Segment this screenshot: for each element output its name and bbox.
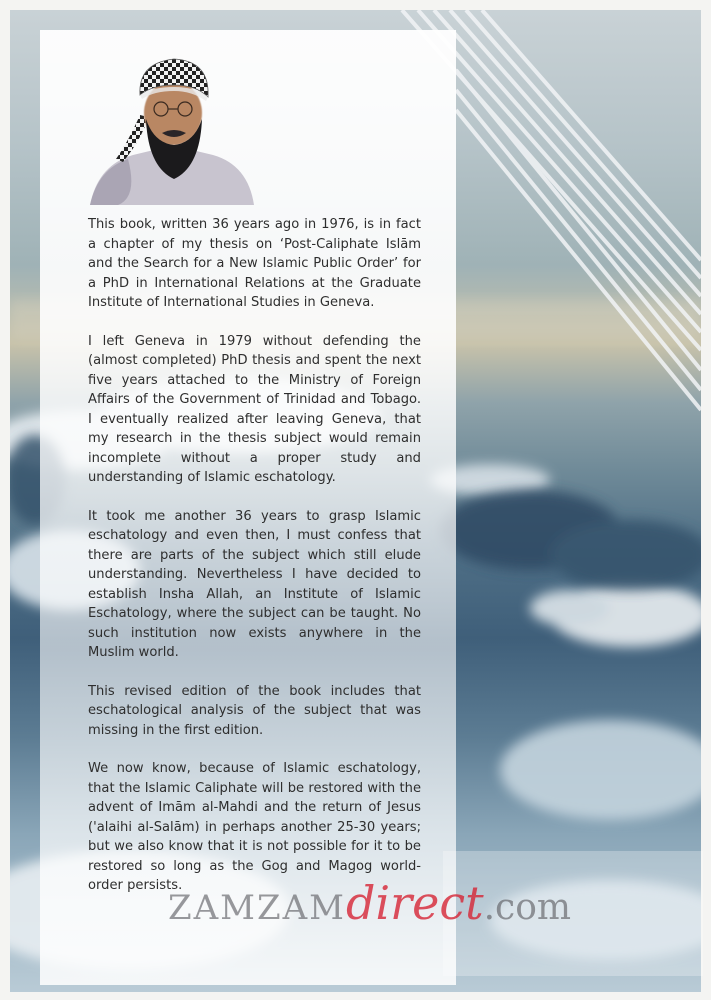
watermark-zamzam: ZAMZAM — [168, 888, 346, 928]
watermark-direct: direct — [345, 876, 484, 930]
body-text — [88, 215, 421, 915]
author-photo — [88, 47, 256, 205]
paragraph-4: This revised edition of the book includes that eschatological analysis of the subject that was missing in the first edition. — [88, 683, 421, 738]
watermark-dotcom: .com — [483, 887, 572, 928]
paragraph-3: It took me another 36 years to grasp Islamic eschatology and even then, I must confess that there are parts of the subject which still elude understanding. Nevertheless I have decided to establish Insha Allah, an Institute of Islamic Eschatology, where the subject can be taught. No such institution now exists anywhere in the Muslim world. — [88, 508, 421, 660]
paragraph-2: I left Geneva in 1979 without defending the (almost completed) PhD thesis and spent the next five years attached to the Ministry of Foreign Affairs of the Government of Trinidad and Tobago. I eventually realized after leaving Geneva, that my research in the thesis subject would remain incomplete without a proper study and understanding of Islamic eschatology. — [88, 333, 421, 485]
paragraph-5: We now know, because of Islamic eschatology, that the Islamic Caliphate will be restored with the advent of Imām al-Mahdi and the return of Jesus ('alaihi al-Salām) in perhaps another 25-30 years; but we also know that it is not possible for it to be restored so long as the Gog and Magog world-order persists. — [88, 761, 421, 893]
paragraph-1: This book, written 36 years ago in 1976, is in fact a chapter of my thesis on ‘Post-Caliphate Islām and the Search for a New Islamic Public Order’ for a PhD in International Relations at the Graduate Institute of International Studies in Geneva. — [88, 217, 421, 310]
watermark — [168, 876, 571, 930]
